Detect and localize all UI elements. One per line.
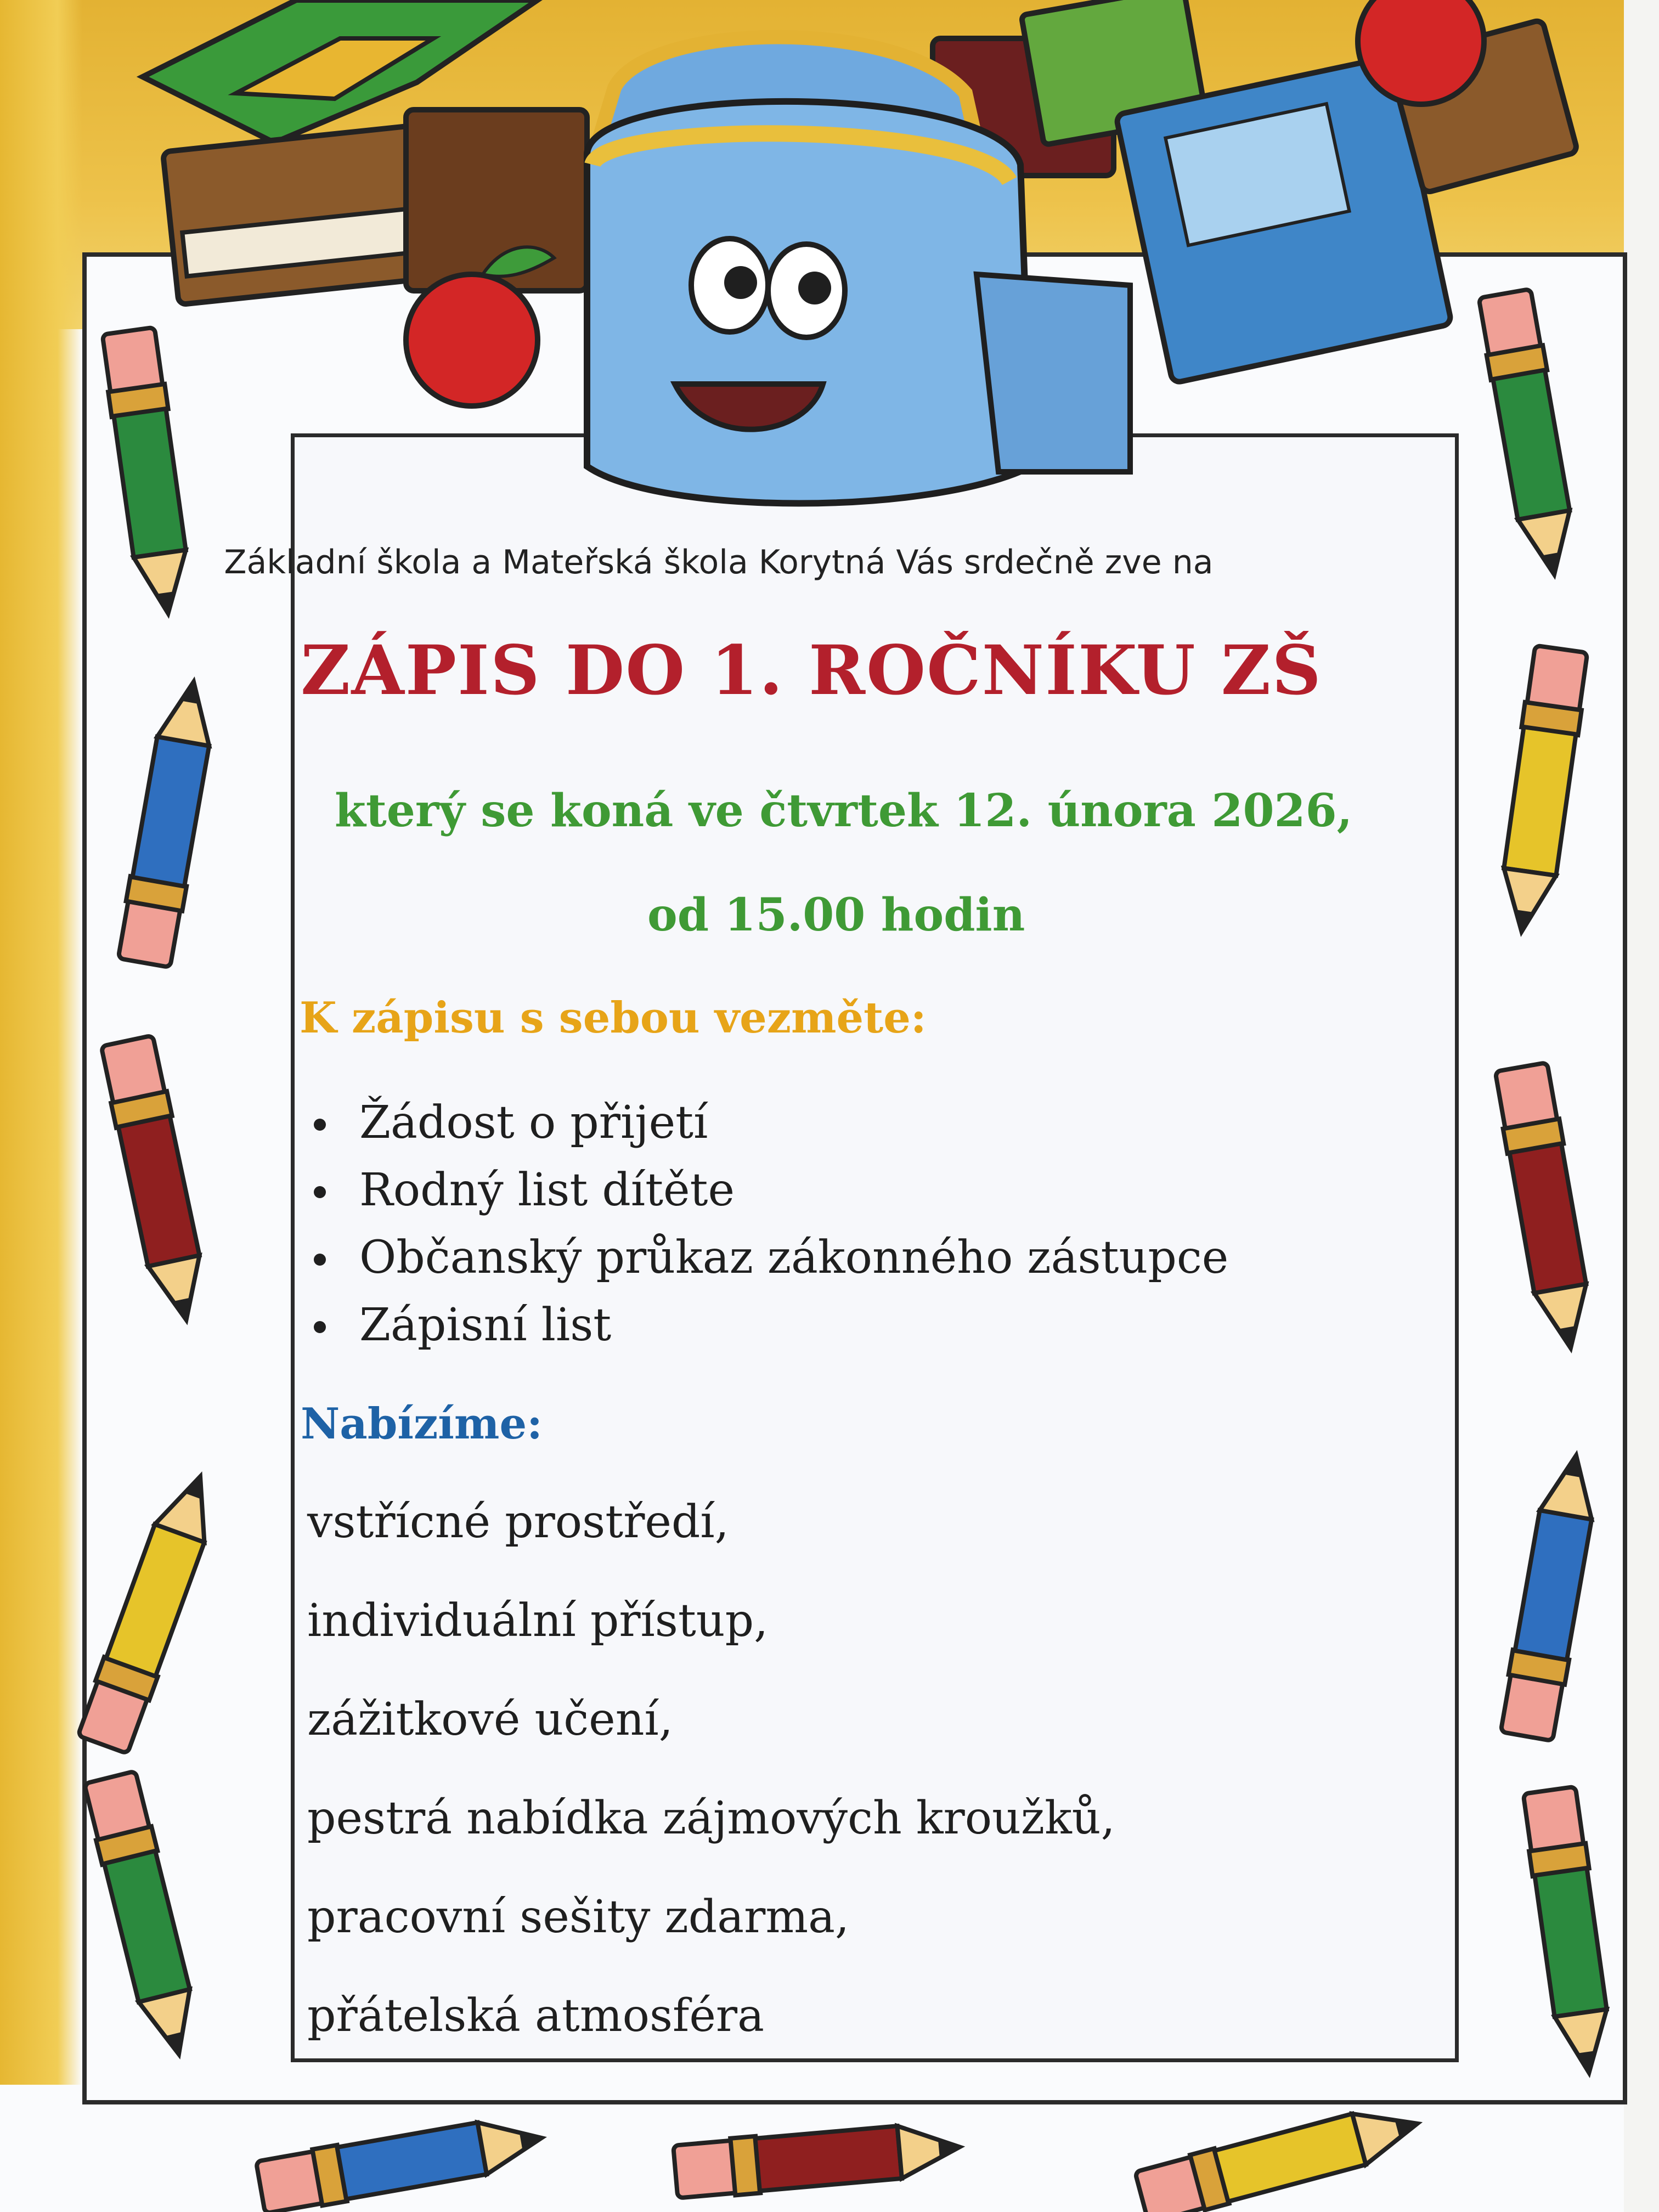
list-item: pestrá nabídka zájmových kroužků, [307,1792,1115,1844]
page-title: ZÁPIS DO 1. ROČNÍKU ZŠ [301,631,1322,710]
list-item: Občanský průkaz zákonného zástupce [307,1224,1228,1291]
right-page-edge [1624,0,1659,2212]
list-item: vstřícné prostředí, [307,1496,729,1548]
bring-title: K zápisu s sebou vezměte: [300,993,927,1043]
offer-list [307,1492,1115,2085]
list-item: zážitkové učení, [307,1694,673,1746]
intro-text: Základní škola a Mateřská škola Korytná Vás srdečně zve na [224,543,1214,582]
bring-list [307,1089,1228,1359]
list-item: pracovní sešity zdarma, [307,1891,850,1943]
list-item: Žádost o přijetí [307,1089,1228,1156]
list-item: Zápisní list [307,1291,1228,1359]
left-yellow-strip [0,0,82,2085]
pencil-icon [256,2096,1426,2212]
time-line: od 15.00 hodin [647,889,1025,941]
list-item: Rodný list dítěte [307,1156,1228,1224]
list-item: individuální přístup, [307,1595,769,1647]
list-item: přátelská atmosféra [307,1990,765,2042]
offer-title: Nabízíme: [301,1399,543,1449]
date-line: který se koná ve čtvrtek 12. února 2026, [335,785,1353,837]
